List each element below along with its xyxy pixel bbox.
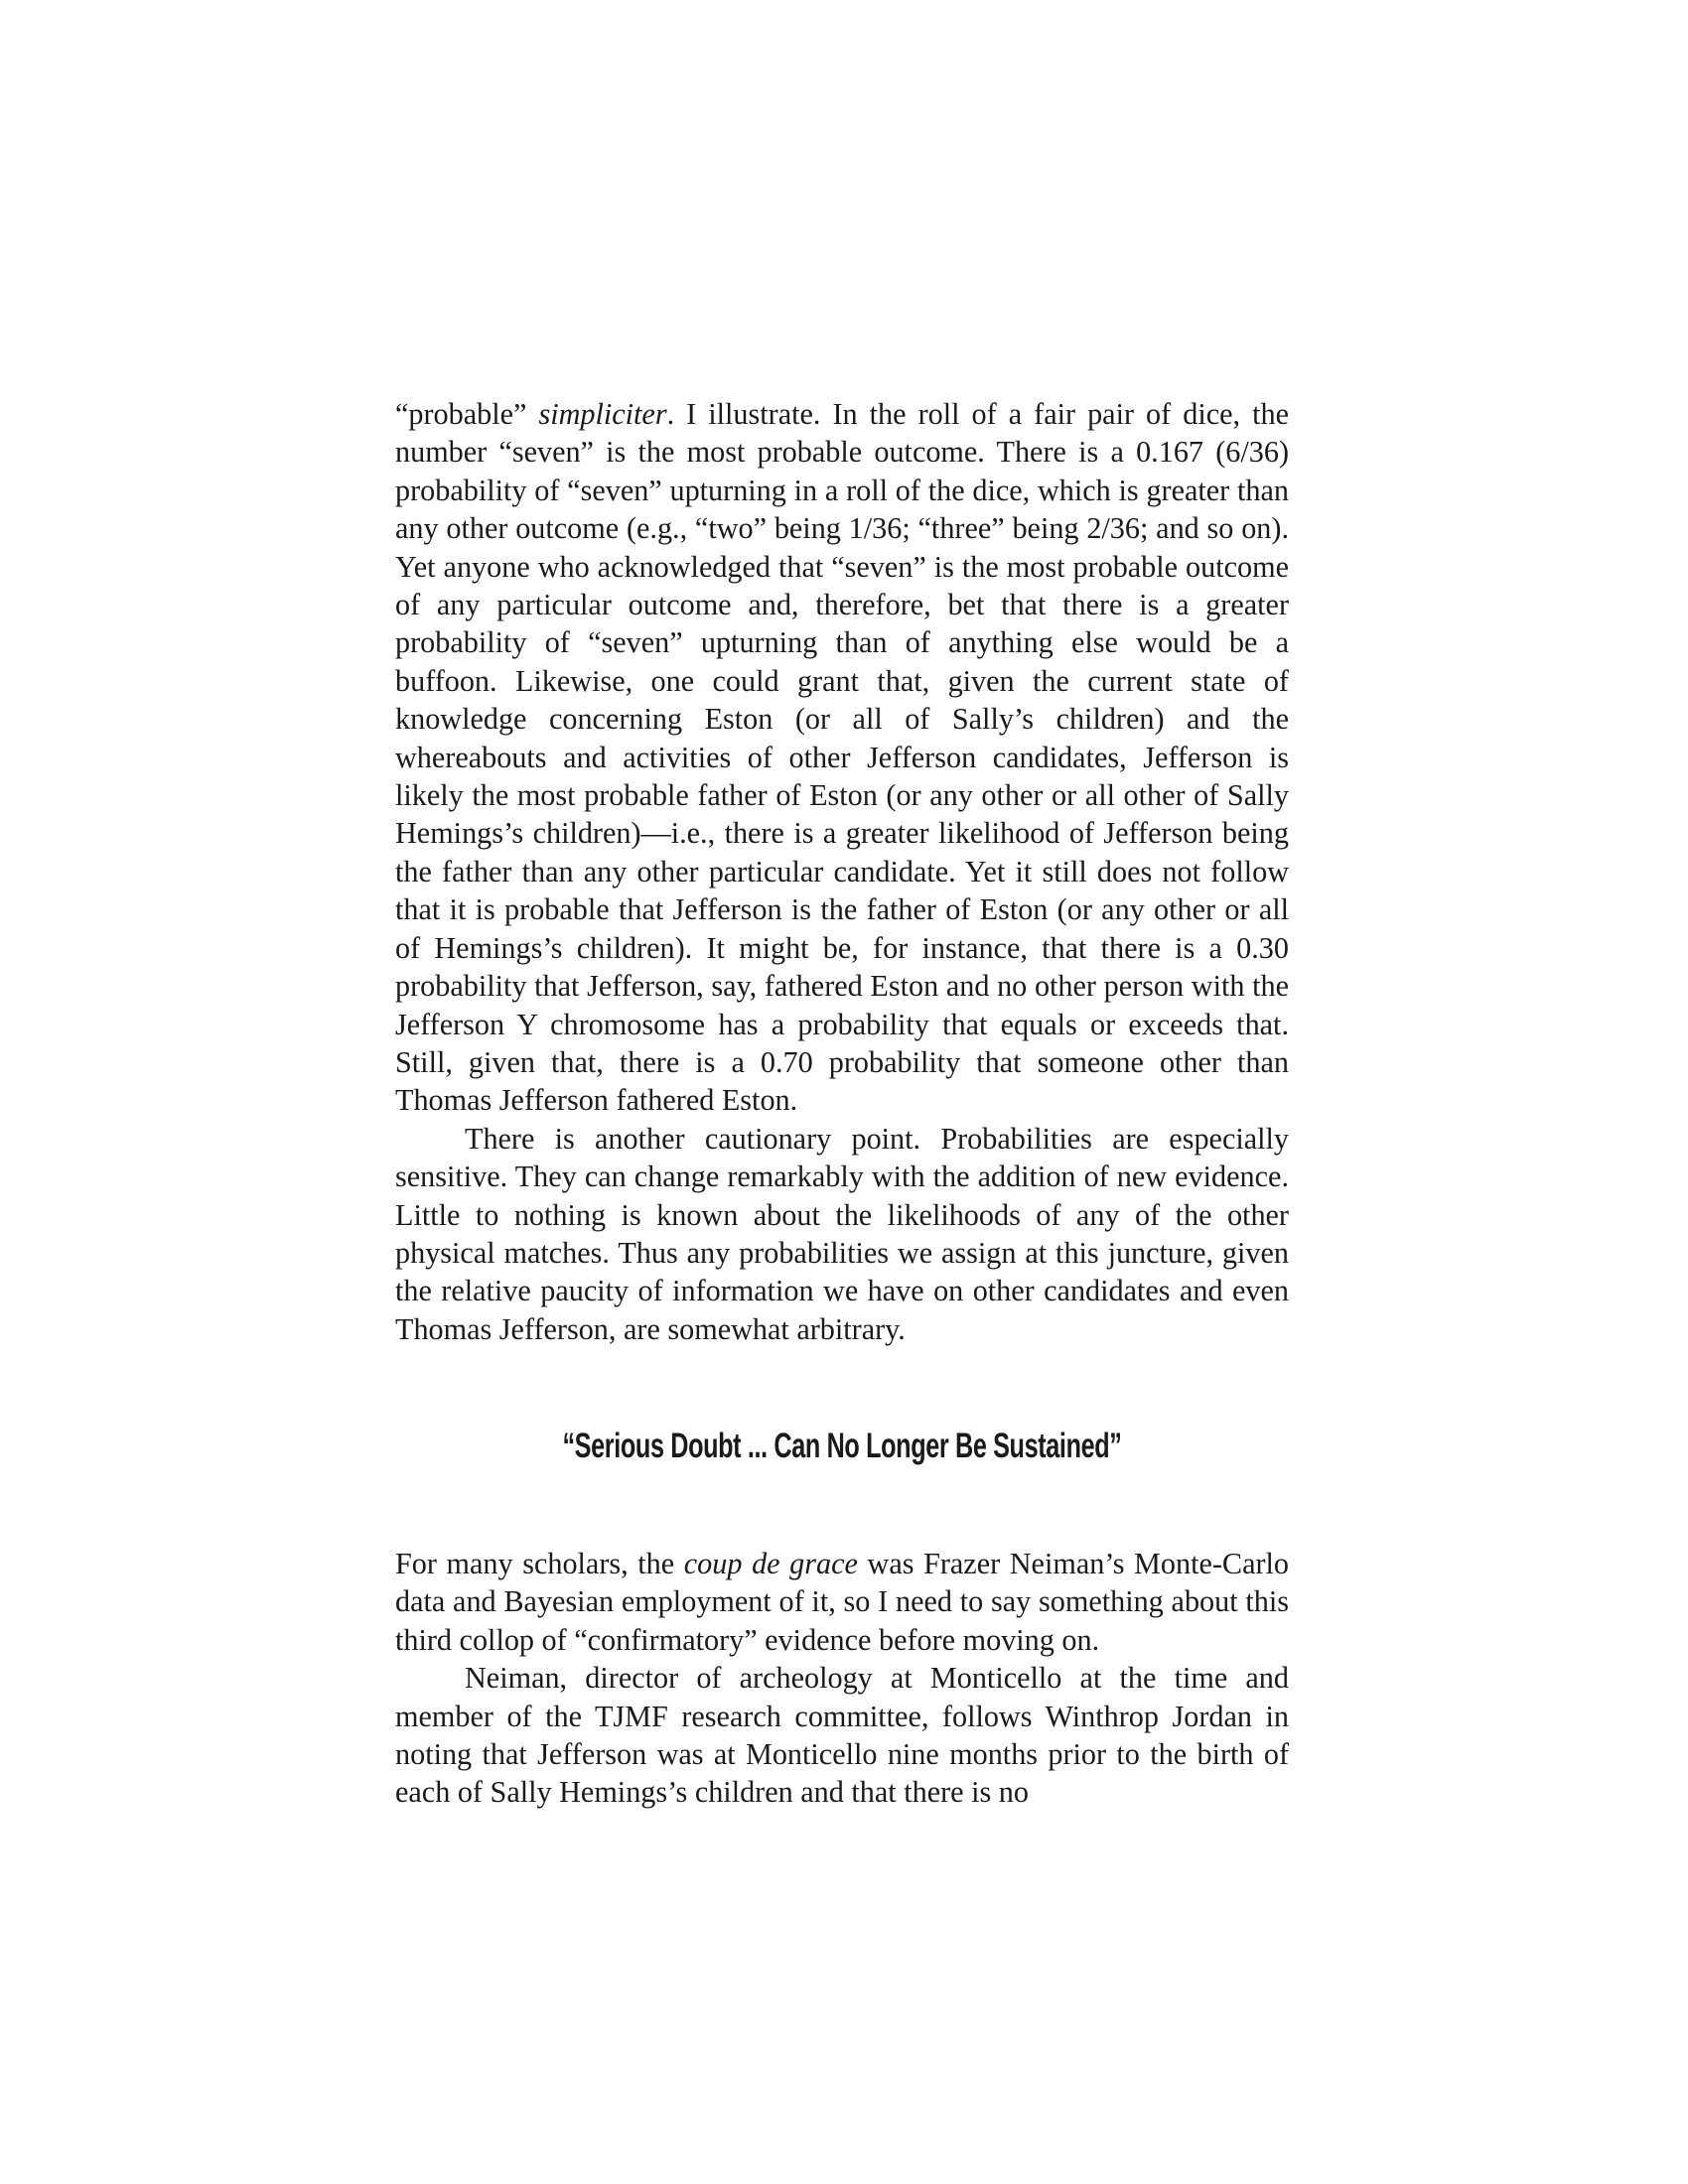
paragraph-4: [395, 1659, 1289, 1812]
p4-seg-0: Neiman, director of archeology at Monticello at the time and member of the TJMF research committee, follows Winthrop Jordan in noting that Jefferson was at Monticello nine months prior to the birth of each of Sally Hemings’s children and that there is no: [395, 1661, 1289, 1810]
section-heading: “Serious Doubt ... Can No Longer Be Sustained”: [562, 1427, 1122, 1465]
p1-seg-1-italic: simpliciter: [538, 397, 667, 431]
paragraph-2: [395, 1120, 1289, 1348]
body-text-top: [395, 395, 1289, 1348]
p1-seg-0: “probable”: [395, 397, 539, 431]
paragraph-3: [395, 1545, 1289, 1659]
p1-seg-2: . I illustrate. In the roll of a fair pair of dice, the number “seven” is the most probable outcome. There is a 0.167 (6/36) probability of “seven” upturning in a roll of the dice, which is greater than any other outcome (e.g., “two” being 1/36; “three” being 2/36; and so on). Yet anyone who acknowledged that “seven” is the most probable outcome of any particular outcome and, therefore, bet that there is a greater probability of “seven” upturning than of anything else would be a buffoon. Likewise, one could grant that, given the current state of knowledge concerning Eston (or all of Sally’s children) and the whereabouts and activities of other Jefferson candidates, Jefferson is likely the most probable father of Eston (or any other or all other of Sally Hemings’s children)—i.e., there is a greater likelihood of Jefferson being the father than any other particular candidate. Yet it still does not follow that it is probable that Jefferson is the father of Eston (or any other or all of Hemings’s children). It might be, for instance, that there is a 0.30 probability that Jefferson, say, fathered Eston and no other person with the Jefferson Y chromosome has a probability that equals or exceeds that. Still, given that, there is a 0.70 probability that someone other than Thomas Jefferson fathered Eston.: [395, 397, 1289, 1118]
p2-seg-0: There is another cautionary point. Probabilities are especially sensitive. They can change remarkably with the addition of new evidence. Little to nothing is known about the likelihoods of any of the other physical matches. Thus any probabilities we assign at this juncture, given the relative paucity of information we have on other candidates and even Thomas Jefferson, are somewhat arbitrary.: [395, 1121, 1289, 1346]
p3-seg-0: For many scholars, the: [395, 1547, 684, 1580]
paragraph-1: [395, 395, 1289, 1120]
p3-seg-2: was Frazer Neiman’s Monte-Carlo data and Bayesian employment of it, so I need to say something about this third collop of “confirmatory” evidence before moving on.: [395, 1547, 1289, 1657]
p3-seg-1-italic: coup de grace: [683, 1547, 858, 1580]
body-text-bottom: [395, 1545, 1289, 1812]
